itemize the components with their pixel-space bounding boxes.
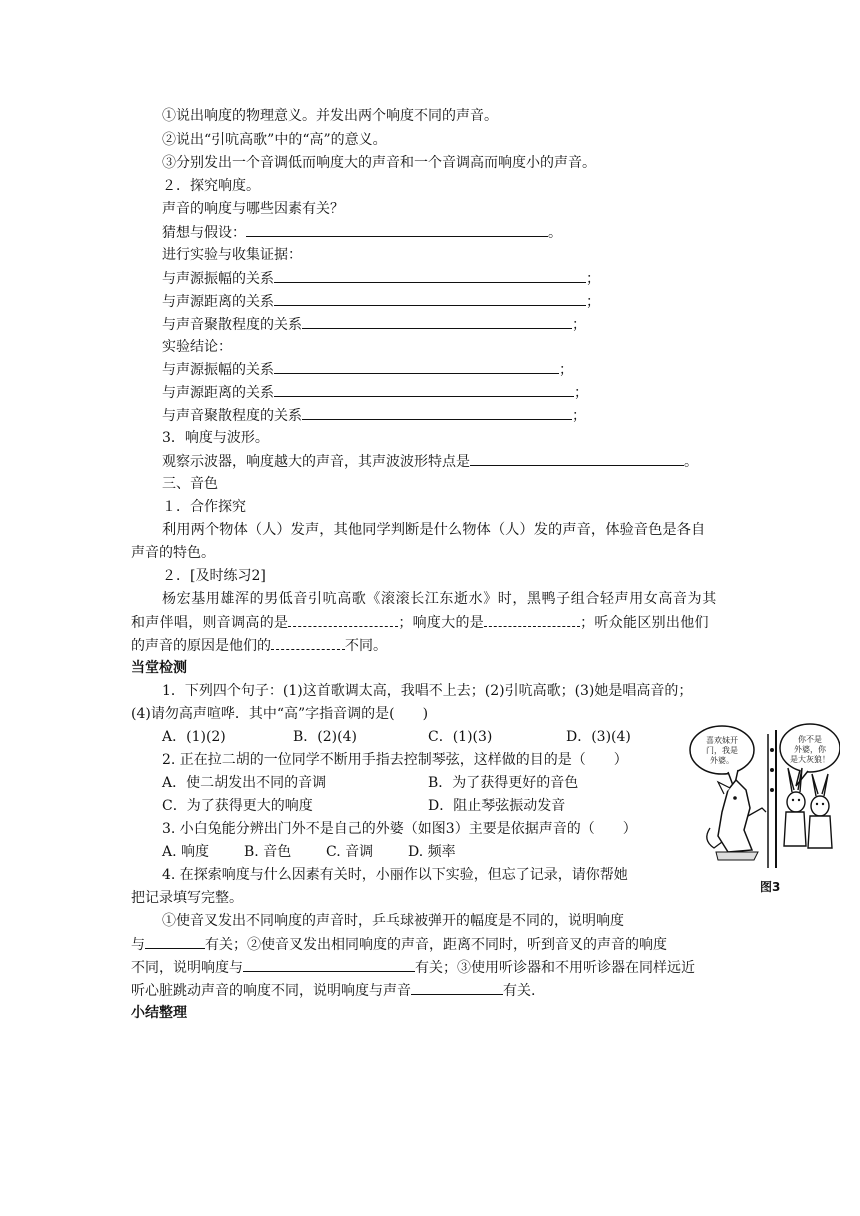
practice-title: ２．[及时练习2] bbox=[162, 568, 266, 584]
practice-text-2a: 和声伴唱，则音调高的是 bbox=[131, 615, 289, 631]
q3-option-b[interactable]: B. 音色 bbox=[244, 844, 292, 860]
summary-heading: 小结整理 bbox=[131, 1005, 187, 1021]
q3-option-d[interactable]: D. 频率 bbox=[408, 844, 456, 860]
practice-text-2b: ；响度大的是 bbox=[398, 615, 485, 631]
figure-3-illustration bbox=[688, 720, 840, 868]
con-amplitude-line bbox=[162, 359, 573, 380]
conclusion-label: 实验结论： bbox=[162, 339, 232, 355]
coop-title: １．合作探究 bbox=[162, 499, 246, 515]
practice-text-3b: 不同。 bbox=[345, 638, 387, 654]
q4-line-4b: 有关；②使音叉发出相同响度的声音，距离不同时，听到音叉的声音的响度 bbox=[205, 937, 667, 953]
q1-line-1: 1．下列四个句子：(1)这首歌调太高，我唱不上去；(2)引吭高歌；(3)她是唱高音的； bbox=[162, 683, 693, 699]
q4-line-3: ①使音叉发出不同响度的声音时，乒乓球被弹开的幅度是不同的，说明响度 bbox=[162, 913, 624, 929]
q4-line-5 bbox=[131, 957, 695, 978]
svg-text:门，我是: 门，我是 bbox=[706, 746, 738, 755]
practice-text-2 bbox=[131, 612, 709, 633]
q4-line-6a: 听心脏跳动声音的响度不同，说明响度与声音 bbox=[131, 983, 411, 999]
rel-amplitude-label: 与声源振幅的关系 bbox=[162, 271, 274, 287]
svg-text:外婆。: 外婆。 bbox=[710, 756, 734, 765]
explore-title: ２．探究响度。 bbox=[162, 178, 260, 194]
semicolon: ； bbox=[586, 271, 600, 287]
q1-option-c[interactable]: C．(1)(3) bbox=[428, 729, 493, 745]
practice-text-1: 杨宏基用雄浑的男低音引吭高歌《滚滚长江东逝水》时，黑鸭子组合轻声用女高音为其 bbox=[162, 591, 717, 607]
q2-option-a[interactable]: A．使二胡发出不同的音调 bbox=[162, 775, 327, 791]
q4-blank-2[interactable] bbox=[243, 957, 415, 972]
svg-text:外婆，你: 外婆，你 bbox=[794, 745, 826, 754]
exp-distance-blank[interactable] bbox=[274, 291, 586, 306]
experiment-label: 进行实验与收集证据： bbox=[162, 247, 302, 263]
q4-blank-3[interactable] bbox=[411, 980, 503, 995]
semicolon: ； bbox=[572, 408, 586, 424]
q1-option-b[interactable]: B．(2)(4) bbox=[293, 729, 357, 745]
exp-focus-line bbox=[162, 314, 586, 335]
waveform-blank[interactable] bbox=[470, 451, 684, 466]
con-distance-line bbox=[162, 382, 588, 403]
waveform-title: 3．响度与波形。 bbox=[162, 430, 269, 446]
q1-line-2: (4)请勿高声喧哗．其中“高”字指音调的是( ) bbox=[131, 706, 429, 722]
rel-distance-label: 与声源距离的关系 bbox=[162, 294, 274, 310]
coop-text-2: 声音的特色。 bbox=[131, 545, 215, 561]
q3-option-a[interactable]: A. 响度 bbox=[162, 844, 210, 860]
question: 声音的响度与哪些因素有关？ bbox=[162, 201, 344, 217]
coop-text-1: 利用两个物体（人）发声，其他同学判断是什么物体（人）发的声音，体验音色是各自 bbox=[162, 522, 706, 538]
con-focus-line bbox=[162, 405, 586, 426]
con-focus-blank[interactable] bbox=[302, 405, 572, 420]
q4-line-2: 把记录填写完整。 bbox=[131, 890, 243, 906]
q3-text: 3. 小白兔能分辨出门外不是自己的外婆（如图3）主要是依据声音的（ ） bbox=[162, 821, 637, 837]
period: 。 bbox=[684, 454, 698, 470]
hypothesis-line bbox=[162, 222, 562, 243]
q2-option-d[interactable]: D．阻止琴弦振动发音 bbox=[428, 798, 566, 814]
period: 。 bbox=[548, 225, 562, 241]
q2-text: 2. 正在拉二胡的一位同学不断用手指去控制琴弦，这样做的目的是（ ） bbox=[162, 752, 628, 768]
section-3-title: 三、音色 bbox=[162, 476, 218, 492]
con-amplitude-blank[interactable] bbox=[274, 359, 559, 374]
semicolon: ； bbox=[572, 317, 586, 333]
exp-amplitude-line bbox=[162, 268, 600, 289]
loud-blank[interactable] bbox=[484, 612, 580, 627]
q1-option-a[interactable]: A．(1)(2) bbox=[162, 729, 226, 745]
semicolon: ； bbox=[559, 362, 573, 378]
q4-line-5a: 不同，说明响度与 bbox=[131, 960, 243, 976]
exp-amplitude-blank[interactable] bbox=[274, 268, 586, 283]
waveform-text: 观察示波器，响度越大的声音，其声波波形特点是 bbox=[162, 454, 470, 470]
item-2: ②说出“引吭高歌”中的“高”的意义。 bbox=[162, 132, 387, 148]
figure-caption: 图3 bbox=[760, 880, 781, 894]
practice-text-3a: 的声音的原因是他们的 bbox=[131, 638, 271, 654]
svg-text:你不是: 你不是 bbox=[798, 735, 822, 744]
semicolon: ； bbox=[586, 294, 600, 310]
rel-focus-label: 与声音聚散程度的关系 bbox=[162, 317, 302, 333]
q3-option-c[interactable]: C. 音调 bbox=[326, 844, 374, 860]
svg-text:是大灰狼！: 是大灰狼！ bbox=[790, 755, 830, 764]
q4-line-4 bbox=[131, 934, 667, 955]
hypothesis-blank[interactable] bbox=[246, 222, 548, 237]
item-1: ①说出响度的物理意义。并发出两个响度不同的声音。 bbox=[162, 108, 498, 124]
semicolon: ； bbox=[574, 385, 588, 401]
hypothesis-label: 猜想与假设： bbox=[162, 225, 246, 241]
q4-line-6b: 有关. bbox=[503, 983, 536, 999]
exp-focus-blank[interactable] bbox=[302, 314, 572, 329]
wolf-rabbit-cartoon bbox=[688, 720, 840, 868]
rel-focus-label: 与声音聚散程度的关系 bbox=[162, 408, 302, 424]
waveform-line bbox=[162, 451, 698, 472]
svg-text:喜欢妹开: 喜欢妹开 bbox=[706, 736, 738, 745]
item-3: ③分别发出一个音调低而响度大的声音和一个音调高而响度小的声音。 bbox=[162, 155, 596, 171]
rel-distance-label: 与声源距离的关系 bbox=[162, 385, 274, 401]
test-heading: 当堂检测 bbox=[131, 660, 187, 676]
q4-line-5b: 有关；③使用听诊器和不用听诊器在同样远近 bbox=[415, 960, 695, 976]
q4-line-1: 4. 在探索响度与什么因素有关时，小丽作以下实验，但忘了记录，请你帮她 bbox=[162, 867, 628, 883]
q1-option-d[interactable]: D．(3)(4) bbox=[566, 729, 631, 745]
practice-text-3 bbox=[131, 635, 387, 656]
exp-distance-line bbox=[162, 291, 600, 312]
practice-text-2c: ；听众能区别出他们 bbox=[580, 615, 709, 631]
con-distance-blank[interactable] bbox=[274, 382, 574, 397]
timbre-blank[interactable] bbox=[271, 635, 345, 650]
rel-amplitude-label: 与声源振幅的关系 bbox=[162, 362, 274, 378]
high-pitch-blank[interactable] bbox=[288, 612, 398, 627]
q4-blank-1[interactable] bbox=[145, 934, 205, 949]
q4-line-6 bbox=[131, 980, 535, 1001]
q2-option-b[interactable]: B．为了获得更好的音色 bbox=[428, 775, 579, 791]
q4-line-4a: 与 bbox=[131, 937, 145, 953]
q2-option-c[interactable]: C．为了获得更大的响度 bbox=[162, 798, 313, 814]
